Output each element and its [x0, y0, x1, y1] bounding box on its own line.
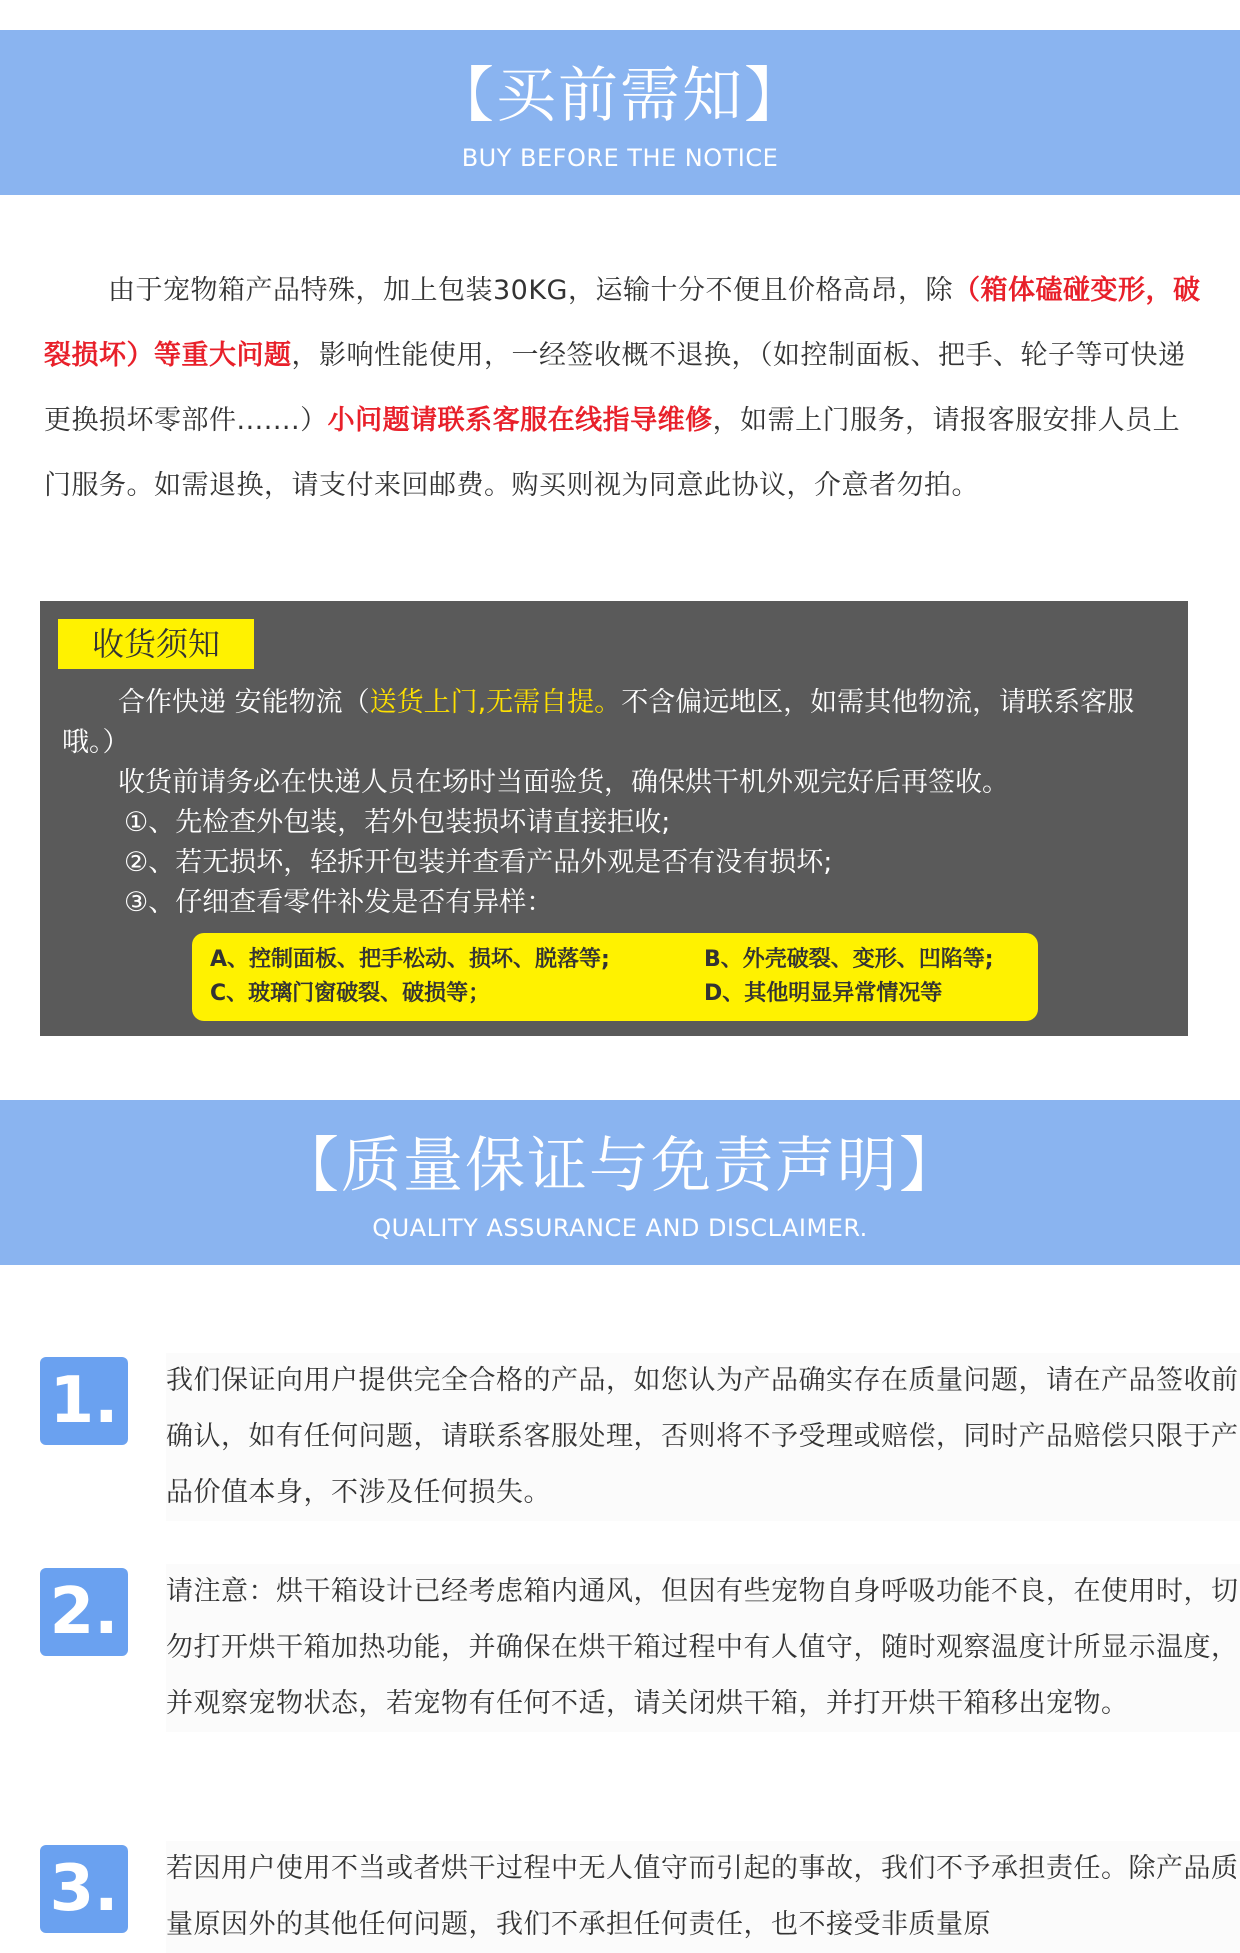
notice-courier-text-2: 不含偏远地区，如需其他物流，请联系客服哦。） [62, 687, 1135, 758]
checklist-item-d: D、其他明显异常情况等 [704, 981, 943, 1006]
disclaimer-item-2 [40, 1568, 1239, 1768]
intro-text-2: ，影响性能使用，一经签收概不退换，（如控制面板、把手、轮子等可快递更换损坏零部件.......） [44, 340, 1186, 436]
intro-highlight-1: （箱体磕碰变形，破裂损坏）等重大问题 [44, 275, 1201, 371]
disclaimer-item-1 [40, 1357, 1239, 1557]
receiving-notice-box [40, 601, 1188, 1036]
number-badge: 1. [40, 1357, 128, 1445]
notice-step-2: ②、若无损坏，轻拆开包装并查看产品外观是否有没有损坏; [124, 847, 833, 878]
inspection-checklist [192, 933, 1038, 1021]
banner-title: 【买前需知】 [434, 61, 806, 131]
checklist-item-b: B、外壳破裂、变形、凹陷等; [704, 947, 994, 972]
notice-courier-line [62, 683, 1162, 763]
intro-paragraph [44, 258, 1204, 518]
notice-courier-text: 合作快递 安能物流（ [118, 687, 370, 718]
notice-step-3: ③、仔细查看零件补发是否有异样： [124, 887, 554, 918]
banner-subtitle: QUALITY ASSURANCE AND DISCLAIMER. [372, 1214, 868, 1242]
notice-delivery-highlight: 送货上门,无需自提。 [369, 687, 622, 718]
number-badge: 3. [40, 1845, 128, 1933]
number-badge: 2. [40, 1568, 128, 1656]
buy-notice-banner [0, 30, 1240, 195]
intro-text-3: ，如需上门服务，请报客服安排人员上门服务。如需退换，请支付来回邮费。购买则视为同意此协议，介意者勿拍。 [44, 405, 1181, 501]
intro-text-1: 由于宠物箱产品特殊，加上包装30KG，运输十分不便且价格高昂，除 [108, 275, 953, 306]
banner-subtitle: BUY BEFORE THE NOTICE [461, 144, 779, 172]
intro-highlight-2: 小问题请联系客服在线指导维修 [327, 405, 713, 436]
disclaimer-text: 请注意：烘干箱设计已经考虑箱内通风，但因有些宠物自身呼吸功能不良，在使用时，切勿打开烘干箱加热功能，并确保在烘干箱过程中有人值守，随时观察温度计所显示温度，并观察宠物状态，若宠物有任何不适，请关闭烘干箱，并打开烘干箱移出宠物。 [166, 1564, 1240, 1732]
disclaimer-item-3 [40, 1845, 1239, 1940]
notice-step-1: ①、先检查外包装，若外包装损坏请直接拒收; [124, 807, 671, 838]
disclaimer-text: 我们保证向用户提供完全合格的产品，如您认为产品确实存在质量问题，请在产品签收前确认，如有任何问题，请联系客服处理，否则将不予受理或赔偿，同时产品赔偿只限于产品价值本身，不涉及任何损失。 [166, 1353, 1240, 1521]
checklist-item-c: C、玻璃门窗破裂、破损等； [210, 981, 491, 1006]
banner-title: 【质量保证与免责声明】 [279, 1131, 961, 1201]
quality-disclaimer-banner [0, 1100, 1240, 1265]
notice-body [62, 683, 1162, 923]
notice-title: 收货须知 [58, 619, 254, 669]
disclaimer-text: 若因用户使用不当或者烘干过程中无人值守而引起的事故，我们不予承担责任。除产品质量原因外的其他任何问题，我们不承担任何责任，也不接受非质量原 [166, 1841, 1240, 1953]
checklist-item-a: A、控制面板、把手松动、损坏、脱落等; [210, 947, 610, 972]
notice-inspect-line: 收货前请务必在快递人员在场时当面验货，确保烘干机外观完好后再签收。 [118, 767, 1009, 798]
